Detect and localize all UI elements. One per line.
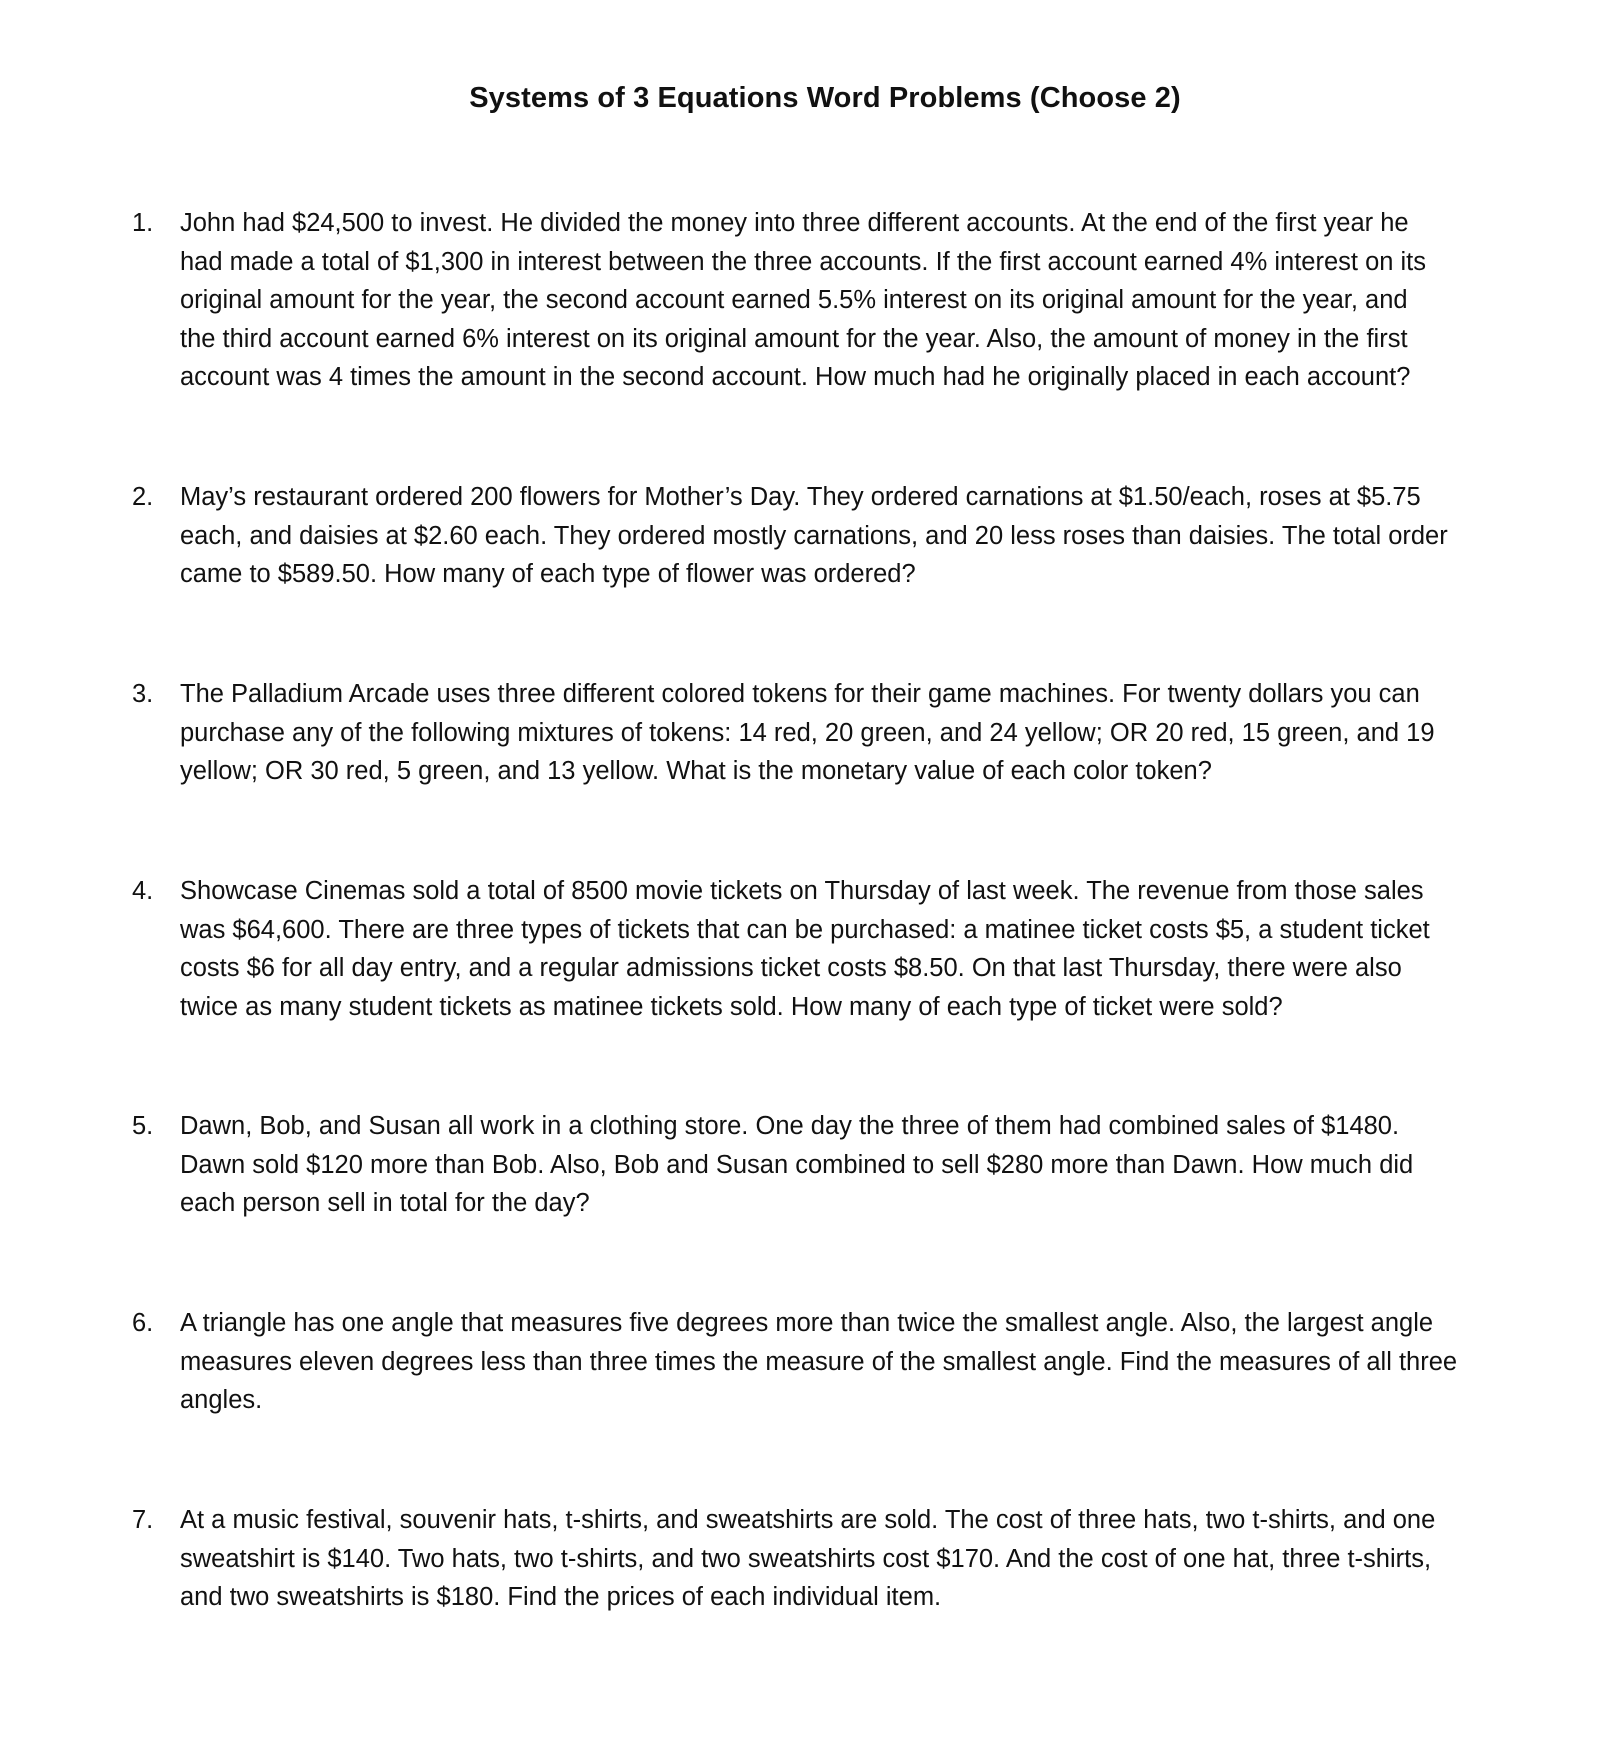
problem-line: Showcase Cinemas sold a total of 8500 movie tickets on Thursday of last week. The revenue from those sales — [180, 877, 1424, 905]
problem-line: yellow; OR 30 red, 5 green, and 13 yellow. What is the monetary value of each color token? — [180, 757, 1212, 785]
problem-number: 6. — [132, 1309, 154, 1337]
problem-line: purchase any of the following mixtures of tokens: 14 red, 20 green, and 24 yellow; OR 20 red, 15 green, and 19 — [180, 718, 1435, 747]
problem-line: and two sweatshirts is $180. Find the prices of each individual item. — [180, 1583, 942, 1611]
problem-line: came to $589.50. How many of each type of flower was ordered? — [180, 560, 916, 588]
problem-line: At a music festival, souvenir hats, t-shirts, and sweatshirts are sold. The cost of three hats, two t-shirts, and one — [180, 1506, 1436, 1534]
problem-line: Dawn, Bob, and Susan all work in a clothing store. One day the three of them had combined sales of $1480. — [180, 1112, 1400, 1140]
problem-line: was $64,600. There are three types of tickets that can be purchased: a matinee ticket costs $5, a student ticket — [180, 915, 1430, 944]
problem-text — [180, 872, 1530, 1026]
problem-number: 2. — [132, 483, 154, 511]
problem-text — [180, 1501, 1530, 1617]
problem-number: 4. — [132, 877, 154, 905]
problem-text — [180, 1107, 1530, 1223]
problem-line: original amount for the year, the second account earned 5.5% interest on its original amount for the year, and — [180, 286, 1408, 314]
problem-line: twice as many student tickets as matinee tickets sold. How many of each type of ticket were sold? — [180, 992, 1283, 1021]
problem-text — [180, 675, 1530, 791]
problem-line: the third account earned 6% interest on its original amount for the year. Also, the amount of money in the first — [180, 324, 1408, 353]
problem-number: 1. — [132, 209, 154, 237]
problem-number: 3. — [132, 680, 154, 708]
problem-line: The Palladium Arcade uses three different colored tokens for their game machines. For twenty dollars you can — [180, 680, 1420, 708]
problem-line: May’s restaurant ordered 200 flowers for Mother’s Day. They ordered carnations at $1.50/each, roses at $5.75 — [180, 483, 1421, 511]
problem-line: sweatshirt is $140. Two hats, two t-shirts, and two sweatshirts cost $170. And the cost of one hat, three t-shirts, — [180, 1544, 1432, 1573]
page-title: Systems of 3 Equations Word Problems (Choose 2) — [469, 82, 1181, 114]
problem-number: 5. — [132, 1112, 154, 1140]
problem-line: A triangle has one angle that measures five degrees more than twice the smallest angle. Also, the largest angle — [180, 1309, 1434, 1337]
problem-line: had made a total of $1,300 in interest between the three accounts. If the first account earned 4% interest on its — [180, 247, 1427, 276]
problem-line: measures eleven degrees less than three times the measure of the smallest angle. Find the measures of all three — [180, 1347, 1458, 1376]
problem-text — [180, 478, 1530, 594]
problem-line: John had $24,500 to invest. He divided the money into three different accounts. At the end of the first year he — [180, 209, 1409, 237]
problem-text — [180, 1304, 1530, 1420]
problem-line: angles. — [180, 1386, 263, 1414]
problem-text — [180, 204, 1530, 397]
problem-line: each, and daisies at $2.60 each. They ordered mostly carnations, and 20 less roses than daisies. The total order — [180, 521, 1448, 550]
problem-line: account was 4 times the amount in the second account. How much had he originally placed in each account? — [180, 363, 1411, 391]
problem-number: 7. — [132, 1506, 154, 1534]
problem-line: each person sell in total for the day? — [180, 1189, 590, 1217]
problem-line: Dawn sold $120 more than Bob. Also, Bob and Susan combined to sell $280 more than Dawn. How much did — [180, 1150, 1414, 1179]
problem-line: costs $6 for all day entry, and a regular admissions ticket costs $8.50. On that last Thursday, there were also — [180, 954, 1402, 982]
